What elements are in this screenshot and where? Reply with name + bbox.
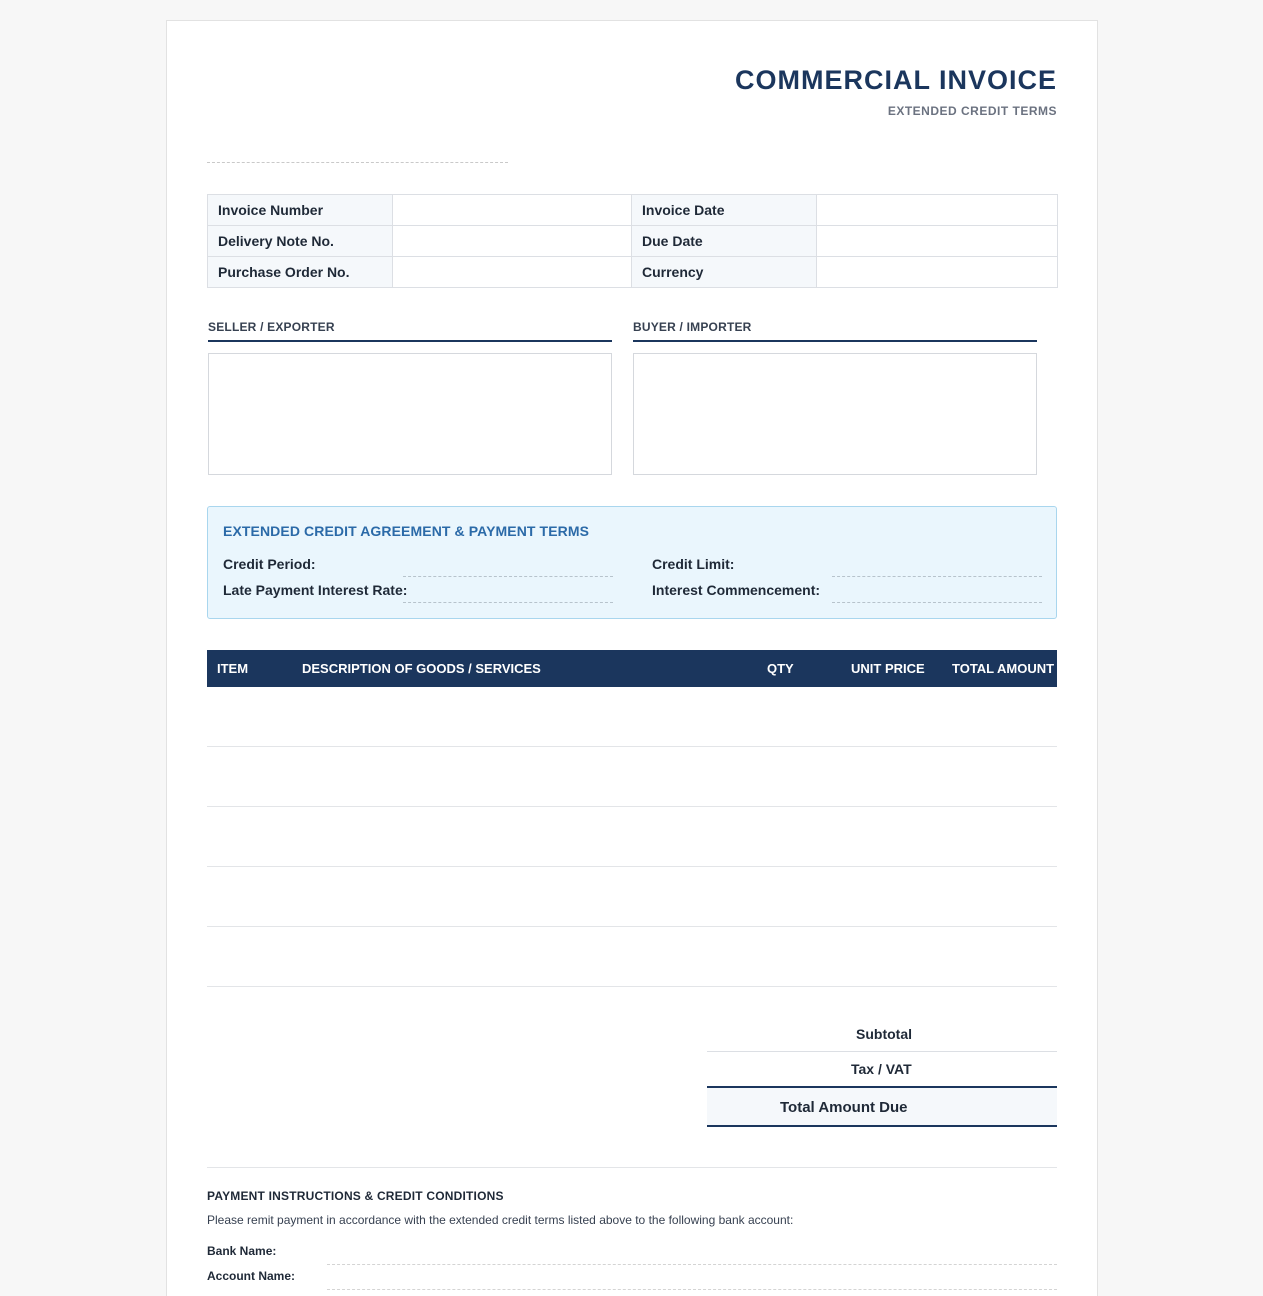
currency-field[interactable] (817, 257, 1058, 288)
credit-period-label: Credit Period: (223, 556, 316, 572)
subtotal-label: Subtotal (856, 1026, 912, 1042)
bank-name-label: Bank Name: (207, 1244, 277, 1258)
logo-placeholder-line (207, 162, 508, 163)
invoice-page (166, 20, 1098, 1296)
due-date-label: Due Date (632, 226, 817, 257)
bank-name-field[interactable] (327, 1264, 1057, 1265)
invoice-date-field[interactable] (817, 195, 1058, 226)
table-row[interactable] (207, 746, 1057, 747)
tax-label: Tax / VAT (851, 1061, 912, 1077)
credit-limit-field[interactable] (832, 576, 1042, 577)
invoice-date-label: Invoice Date (632, 195, 817, 226)
buyer-heading: BUYER / IMPORTER (633, 320, 1037, 342)
account-name-field[interactable] (327, 1289, 1057, 1290)
invoice-number-field[interactable] (393, 195, 632, 226)
interest-commencement-label: Interest Commencement: (652, 582, 821, 598)
total-due-row (707, 1086, 1057, 1127)
buyer-address-box[interactable] (633, 353, 1037, 475)
col-item-header: ITEM (217, 661, 249, 676)
col-total-header: TOTAL AMOUNT (952, 661, 1055, 676)
col-qty-header: QTY (767, 661, 794, 676)
credit-limit-label: Credit Limit: (652, 556, 735, 572)
late-interest-label: Late Payment Interest Rate: (223, 582, 408, 598)
purchase-order-label: Purchase Order No. (208, 257, 393, 288)
credit-terms-title: EXTENDED CREDIT AGREEMENT & PAYMENT TERMS (223, 523, 590, 539)
items-table-header (207, 650, 1057, 687)
col-unit-price-header: UNIT PRICE (851, 661, 925, 676)
payment-divider (207, 1167, 1057, 1168)
payment-title: PAYMENT INSTRUCTIONS & CREDIT CONDITIONS (207, 1189, 504, 1203)
table-row[interactable] (207, 926, 1057, 927)
delivery-note-label: Delivery Note No. (208, 226, 393, 257)
interest-commencement-field[interactable] (832, 602, 1042, 603)
due-date-field[interactable] (817, 226, 1058, 257)
invoice-subtitle: EXTENDED CREDIT TERMS (887, 104, 1057, 118)
seller-heading: SELLER / EXPORTER (208, 320, 612, 342)
table-row[interactable] (207, 866, 1057, 867)
currency-label: Currency (632, 257, 817, 288)
total-due-label: Total Amount Due (780, 1099, 908, 1116)
account-name-label: Account Name: (207, 1269, 296, 1283)
invoice-meta-table (207, 194, 1058, 288)
late-interest-field[interactable] (403, 602, 613, 603)
table-row[interactable] (207, 806, 1057, 807)
invoice-number-label: Invoice Number (208, 195, 393, 226)
table-row[interactable] (207, 986, 1057, 987)
purchase-order-field[interactable] (393, 257, 632, 288)
credit-terms-panel (207, 506, 1057, 619)
payment-instructions: Please remit payment in accordance with the extended credit terms listed above to the following bank account: (207, 1213, 794, 1227)
seller-address-box[interactable] (208, 353, 612, 475)
delivery-note-field[interactable] (393, 226, 632, 257)
credit-period-field[interactable] (403, 576, 613, 577)
subtotal-divider (707, 1051, 1057, 1052)
col-description-header: DESCRIPTION OF GOODS / SERVICES (302, 661, 541, 676)
invoice-title: COMMERCIAL INVOICE (734, 65, 1057, 95)
